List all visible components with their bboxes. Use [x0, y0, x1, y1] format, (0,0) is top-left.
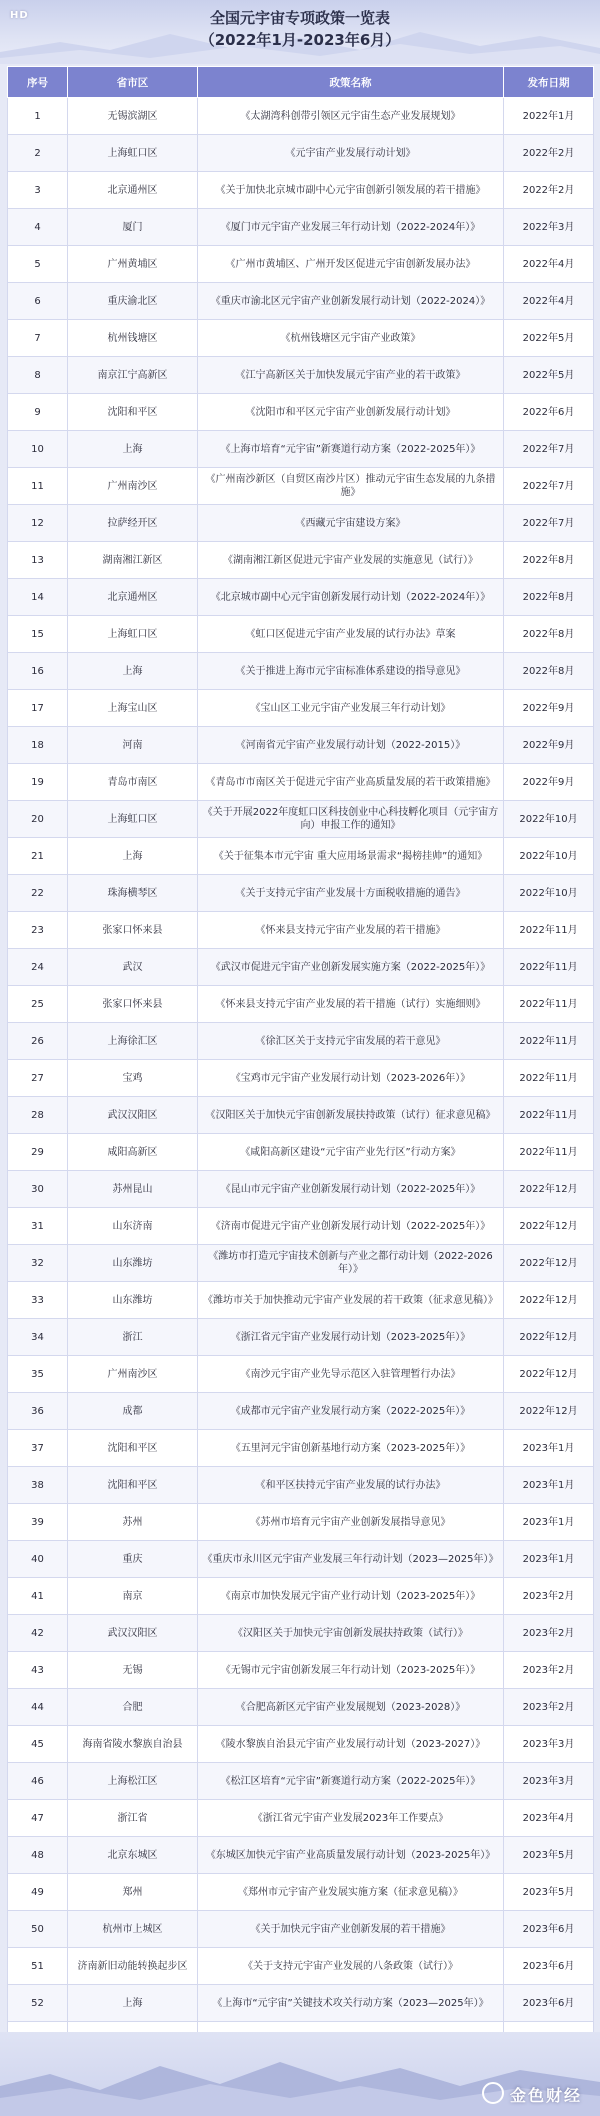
- cell-policy-name: 《广州市黄埔区、广州开发区促进元宇宙创新发展办法》: [198, 246, 504, 283]
- cell-date: 2022年8月: [504, 616, 594, 653]
- cell-region: 武汉汉阳区: [68, 1615, 198, 1652]
- cell-policy-name: 《济南市促进元宇宙产业创新发展行动计划（2022-2025年）》: [198, 1208, 504, 1245]
- cell-region: 青岛市南区: [68, 764, 198, 801]
- cell-number: 22: [8, 875, 68, 912]
- cell-number: 30: [8, 1171, 68, 1208]
- cell-policy-name: 《重庆市永川区元宇宙产业发展三年行动计划（2023—2025年）》: [198, 1541, 504, 1578]
- brand-logo: HD: [10, 10, 29, 21]
- cell-date: 2023年1月: [504, 1467, 594, 1504]
- cell-region: 沈阳和平区: [68, 1430, 198, 1467]
- cell-number: 41: [8, 1578, 68, 1615]
- table-row: [8, 949, 594, 986]
- cell-region: 上海: [68, 653, 198, 690]
- cell-region: 无锡: [68, 1652, 198, 1689]
- cell-region: 珠海横琴区: [68, 875, 198, 912]
- cell-region: 上海虹口区: [68, 135, 198, 172]
- cell-region: 上海: [68, 431, 198, 468]
- cell-region: 山东济南: [68, 1208, 198, 1245]
- cell-policy-name: 《上海市“元宇宙”关键技术攻关行动方案（2023—2025年）》: [198, 1985, 504, 2022]
- cell-region: 湖南湘江新区: [68, 542, 198, 579]
- brand-mark-icon: [482, 2082, 504, 2104]
- table-row: [8, 1245, 594, 1282]
- cell-number: 17: [8, 690, 68, 727]
- policy-table-body: [8, 98, 594, 2096]
- cell-policy-name: 《厦门市元宇宙产业发展三年行动计划（2022-2024年）》: [198, 209, 504, 246]
- cell-date: 2023年5月: [504, 1874, 594, 1911]
- cell-date: 2022年2月: [504, 172, 594, 209]
- table-row: [8, 579, 594, 616]
- cell-number: 12: [8, 505, 68, 542]
- cell-policy-name: 《潍坊市打造元宇宙技术创新与产业之都行动计划（2022-2026年）》: [198, 1245, 504, 1282]
- table-row: [8, 320, 594, 357]
- cell-number: 51: [8, 1948, 68, 1985]
- cell-number: 48: [8, 1837, 68, 1874]
- cell-date: 2022年3月: [504, 209, 594, 246]
- cell-date: 2022年4月: [504, 246, 594, 283]
- cell-date: 2022年5月: [504, 357, 594, 394]
- footer-banner: [0, 2032, 600, 2116]
- cell-number: 36: [8, 1393, 68, 1430]
- cell-number: 43: [8, 1652, 68, 1689]
- cell-number: 11: [8, 468, 68, 505]
- cell-number: 15: [8, 616, 68, 653]
- table-row: [8, 135, 594, 172]
- cell-policy-name: 《沈阳市和平区元宇宙产业创新发展行动计划》: [198, 394, 504, 431]
- table-row: [8, 468, 594, 505]
- cell-number: 46: [8, 1763, 68, 1800]
- cell-date: 2022年8月: [504, 653, 594, 690]
- cell-policy-name: 《关于征集本市元宇宙 重大应用场景需求“揭榜挂帅”的通知》: [198, 838, 504, 875]
- cell-number: 13: [8, 542, 68, 579]
- cell-policy-name: 《元宇宙产业发展行动计划》: [198, 135, 504, 172]
- cell-number: 39: [8, 1504, 68, 1541]
- table-header-row: [8, 67, 594, 98]
- cell-region: 山东潍坊: [68, 1282, 198, 1319]
- table-row: [8, 1837, 594, 1874]
- cell-policy-name: 《关于推进上海市元宇宙标准体系建设的指导意见》: [198, 653, 504, 690]
- table-row: [8, 875, 594, 912]
- cell-date: 2023年3月: [504, 1763, 594, 1800]
- table-row: [8, 1615, 594, 1652]
- footer-brand-logo: [482, 2082, 582, 2106]
- cell-number: 1: [8, 98, 68, 135]
- cell-policy-name: 《怀来县支持元宇宙产业发展的若干措施（试行）实施细则》: [198, 986, 504, 1023]
- table-row: [8, 209, 594, 246]
- table-row: [8, 1578, 594, 1615]
- table-row: [8, 1060, 594, 1097]
- table-row: [8, 1134, 594, 1171]
- cell-date: 2022年5月: [504, 320, 594, 357]
- cell-number: 50: [8, 1911, 68, 1948]
- cell-policy-name: 《关于加快北京城市副中心元宇宙创新引领发展的若干措施》: [198, 172, 504, 209]
- cell-region: 成都: [68, 1393, 198, 1430]
- cell-policy-name: 《浙江省元宇宙产业发展行动计划（2023-2025年）》: [198, 1319, 504, 1356]
- cell-date: 2022年12月: [504, 1356, 594, 1393]
- cell-policy-name: 《江宁高新区关于加快发展元宇宙产业的若干政策》: [198, 357, 504, 394]
- cell-region: 上海徐汇区: [68, 1023, 198, 1060]
- cell-region: 拉萨经开区: [68, 505, 198, 542]
- table-row: [8, 505, 594, 542]
- table-row: [8, 1282, 594, 1319]
- table-row: [8, 727, 594, 764]
- cell-region: 杭州市上城区: [68, 1911, 198, 1948]
- cell-date: 2023年2月: [504, 1615, 594, 1652]
- cell-date: 2022年11月: [504, 1023, 594, 1060]
- cell-region: 重庆渝北区: [68, 283, 198, 320]
- table-row: [8, 764, 594, 801]
- table-row: [8, 1393, 594, 1430]
- table-row: [8, 1541, 594, 1578]
- cell-date: 2023年1月: [504, 1430, 594, 1467]
- cell-region: 武汉汉阳区: [68, 1097, 198, 1134]
- cell-region: 海南省陵水黎族自治县: [68, 1726, 198, 1763]
- table-row: [8, 1763, 594, 1800]
- cell-policy-name: 《关于支持元宇宙产业发展十方面税收措施的通告》: [198, 875, 504, 912]
- cell-region: 广州南沙区: [68, 468, 198, 505]
- cell-number: 16: [8, 653, 68, 690]
- cell-policy-name: 《关于支持元宇宙产业发展的八条政策（试行）》: [198, 1948, 504, 1985]
- cell-policy-name: 《杭州钱塘区元宇宙产业政策》: [198, 320, 504, 357]
- cell-date: 2022年7月: [504, 505, 594, 542]
- cell-number: 31: [8, 1208, 68, 1245]
- cell-date: 2022年8月: [504, 579, 594, 616]
- table-row: [8, 1800, 594, 1837]
- cell-number: 40: [8, 1541, 68, 1578]
- cell-policy-name: 《合肥高新区元宇宙产业发展规划（2023-2028）》: [198, 1689, 504, 1726]
- cell-date: 2022年10月: [504, 801, 594, 838]
- cell-number: 10: [8, 431, 68, 468]
- cell-date: 2022年7月: [504, 468, 594, 505]
- cell-region: 上海宝山区: [68, 690, 198, 727]
- cell-number: 52: [8, 1985, 68, 2022]
- table-row: [8, 1874, 594, 1911]
- cell-date: 2022年11月: [504, 1134, 594, 1171]
- table-row: [8, 616, 594, 653]
- cell-date: 2022年11月: [504, 986, 594, 1023]
- cell-number: 3: [8, 172, 68, 209]
- cell-policy-name: 《和平区扶持元宇宙产业发展的试行办法》: [198, 1467, 504, 1504]
- cell-date: 2022年10月: [504, 875, 594, 912]
- cell-date: 2023年1月: [504, 1541, 594, 1578]
- cell-region: 河南: [68, 727, 198, 764]
- footer-brand-text: 金色财经: [509, 2086, 582, 2105]
- cell-date: 2023年2月: [504, 1578, 594, 1615]
- cell-policy-name: 《苏州市培育元宇宙产业创新发展指导意见》: [198, 1504, 504, 1541]
- cell-number: 42: [8, 1615, 68, 1652]
- cell-policy-name: 《虹口区促进元宇宙产业发展的试行办法》草案: [198, 616, 504, 653]
- cell-date: 2022年7月: [504, 431, 594, 468]
- cell-date: 2022年4月: [504, 283, 594, 320]
- cell-region: 张家口怀来县: [68, 986, 198, 1023]
- cell-region: 宝鸡: [68, 1060, 198, 1097]
- cell-region: 南京: [68, 1578, 198, 1615]
- cell-date: 2023年2月: [504, 1689, 594, 1726]
- cell-date: 2022年12月: [504, 1208, 594, 1245]
- cell-date: 2023年6月: [504, 1911, 594, 1948]
- cell-policy-name: 《青岛市市南区关于促进元宇宙产业高质量发展的若干政策措施》: [198, 764, 504, 801]
- cell-policy-name: 《东城区加快元宇宙产业高质量发展行动计划（2023-2025年）》: [198, 1837, 504, 1874]
- cell-date: 2022年11月: [504, 1060, 594, 1097]
- cell-number: 18: [8, 727, 68, 764]
- cell-number: 32: [8, 1245, 68, 1282]
- cell-policy-name: 《关于加快元宇宙产业创新发展的若干措施》: [198, 1911, 504, 1948]
- cell-date: 2022年6月: [504, 394, 594, 431]
- cell-number: 14: [8, 579, 68, 616]
- cell-number: 27: [8, 1060, 68, 1097]
- cell-region: 武汉: [68, 949, 198, 986]
- cell-date: 2022年12月: [504, 1171, 594, 1208]
- cell-date: 2022年12月: [504, 1393, 594, 1430]
- cell-number: 19: [8, 764, 68, 801]
- cell-policy-name: 《重庆市渝北区元宇宙产业创新发展行动计划（2022-2024）》: [198, 283, 504, 320]
- cell-region: 沈阳和平区: [68, 394, 198, 431]
- cell-policy-name: 《湖南湘江新区促进元宇宙产业发展的实施意见（试行）》: [198, 542, 504, 579]
- table-row: [8, 283, 594, 320]
- cell-region: 杭州钱塘区: [68, 320, 198, 357]
- cell-policy-name: 《郑州市元宇宙产业发展实施方案（征求意见稿）》: [198, 1874, 504, 1911]
- cell-region: 上海虹口区: [68, 616, 198, 653]
- cell-date: 2022年11月: [504, 949, 594, 986]
- cell-policy-name: 《广州南沙新区（自贸区南沙片区）推动元宇宙生态发展的九条措施》: [198, 468, 504, 505]
- cell-number: 25: [8, 986, 68, 1023]
- cell-date: 2022年2月: [504, 135, 594, 172]
- cell-number: 21: [8, 838, 68, 875]
- cell-policy-name: 《河南省元宇宙产业发展行动计划（2022-2015）》: [198, 727, 504, 764]
- table-row: [8, 431, 594, 468]
- cell-policy-name: 《松江区培育“元宇宙”新赛道行动方案（2022-2025年）》: [198, 1763, 504, 1800]
- cell-policy-name: 《昆山市元宇宙产业创新发展行动计划（2022-2025年）》: [198, 1171, 504, 1208]
- cell-policy-name: 《怀来县支持元宇宙产业发展的若干措施》: [198, 912, 504, 949]
- cell-date: 2022年1月: [504, 98, 594, 135]
- cell-region: 上海虹口区: [68, 801, 198, 838]
- cell-number: 47: [8, 1800, 68, 1837]
- cell-date: 2023年3月: [504, 1726, 594, 1763]
- column-header-date: 发布日期: [504, 67, 594, 98]
- cell-region: 厦门: [68, 209, 198, 246]
- cell-policy-name: 《浙江省元宇宙产业发展2023年工作要点》: [198, 1800, 504, 1837]
- table-row: [8, 1726, 594, 1763]
- cell-region: 北京通州区: [68, 579, 198, 616]
- cell-policy-name: 《上海市培育“元宇宙”新赛道行动方案（2022-2025年）》: [198, 431, 504, 468]
- cell-date: 2023年4月: [504, 1800, 594, 1837]
- table-row: [8, 1097, 594, 1134]
- cell-number: 28: [8, 1097, 68, 1134]
- cell-region: 广州黄埔区: [68, 246, 198, 283]
- cell-date: 2022年8月: [504, 542, 594, 579]
- cell-number: 34: [8, 1319, 68, 1356]
- cell-policy-name: 《五里河元宇宙创新基地行动方案（2023-2025年）》: [198, 1430, 504, 1467]
- cell-policy-name: 《陵水黎族自治县元宇宙产业发展行动计划（2023-2027）》: [198, 1726, 504, 1763]
- column-header-region: 省市区: [68, 67, 198, 98]
- cell-number: 37: [8, 1430, 68, 1467]
- cell-date: 2022年9月: [504, 727, 594, 764]
- cell-number: 38: [8, 1467, 68, 1504]
- cell-policy-name: 《关于开展2022年度虹口区科技创业中心科技孵化项目（元宇宙方向）申报工作的通知》: [198, 801, 504, 838]
- cell-policy-name: 《宝鸡市元宇宙产业发展行动计划（2023-2026年）》: [198, 1060, 504, 1097]
- cell-policy-name: 《南京市加快发展元宇宙产业行动计划（2023-2025年）》: [198, 1578, 504, 1615]
- cell-number: 45: [8, 1726, 68, 1763]
- cell-region: 北京通州区: [68, 172, 198, 209]
- cell-number: 8: [8, 357, 68, 394]
- cell-region: 无锡滨湖区: [68, 98, 198, 135]
- cell-number: 49: [8, 1874, 68, 1911]
- cell-region: 浙江: [68, 1319, 198, 1356]
- cell-number: 20: [8, 801, 68, 838]
- column-header-policy-name: 政策名称: [198, 67, 504, 98]
- cell-number: 6: [8, 283, 68, 320]
- table-row: [8, 912, 594, 949]
- table-row: [8, 690, 594, 727]
- table-row: [8, 98, 594, 135]
- table-row: [8, 246, 594, 283]
- cell-region: 南京江宁高新区: [68, 357, 198, 394]
- cell-number: 24: [8, 949, 68, 986]
- cell-policy-name: 《成都市元宇宙产业发展行动方案（2022-2025年）》: [198, 1393, 504, 1430]
- table-row: [8, 986, 594, 1023]
- cell-date: 2022年11月: [504, 912, 594, 949]
- cell-number: 33: [8, 1282, 68, 1319]
- cell-date: 2022年9月: [504, 764, 594, 801]
- table-row: [8, 394, 594, 431]
- cell-date: 2022年10月: [504, 838, 594, 875]
- cell-region: 重庆: [68, 1541, 198, 1578]
- table-row: [8, 1948, 594, 1985]
- policy-table: [7, 66, 594, 2096]
- cell-number: 26: [8, 1023, 68, 1060]
- table-row: [8, 1911, 594, 1948]
- cell-region: 北京东城区: [68, 1837, 198, 1874]
- table-row: [8, 357, 594, 394]
- cell-number: 7: [8, 320, 68, 357]
- cell-region: 合肥: [68, 1689, 198, 1726]
- header-banner: [0, 0, 600, 64]
- cell-date: 2022年9月: [504, 690, 594, 727]
- table-row: [8, 801, 594, 838]
- cell-number: 9: [8, 394, 68, 431]
- table-row: [8, 542, 594, 579]
- column-header-number: 序号: [8, 67, 68, 98]
- cell-date: 2022年12月: [504, 1282, 594, 1319]
- cell-region: 浙江省: [68, 1800, 198, 1837]
- cell-region: 上海松江区: [68, 1763, 198, 1800]
- cell-policy-name: 《武汉市促进元宇宙产业创新发展实施方案（2022-2025年）》: [198, 949, 504, 986]
- cell-region: 山东潍坊: [68, 1245, 198, 1282]
- cell-region: 沈阳和平区: [68, 1467, 198, 1504]
- cell-number: 29: [8, 1134, 68, 1171]
- cell-region: 广州南沙区: [68, 1356, 198, 1393]
- table-row: [8, 1689, 594, 1726]
- cell-region: 张家口怀来县: [68, 912, 198, 949]
- table-row: [8, 1652, 594, 1689]
- cell-policy-name: 《潍坊市关于加快推动元宇宙产业发展的若干政策（征求意见稿）》: [198, 1282, 504, 1319]
- cell-number: 35: [8, 1356, 68, 1393]
- cell-date: 2022年12月: [504, 1245, 594, 1282]
- table-row: [8, 1430, 594, 1467]
- cell-number: 4: [8, 209, 68, 246]
- cell-policy-name: 《南沙元宇宙产业先导示范区入驻管理暂行办法》: [198, 1356, 504, 1393]
- table-row: [8, 1171, 594, 1208]
- table-row: [8, 1208, 594, 1245]
- cell-region: 咸阳高新区: [68, 1134, 198, 1171]
- cell-policy-name: 《咸阳高新区建设“元宇宙产业先行区”行动方案》: [198, 1134, 504, 1171]
- cell-policy-name: 《徐汇区关于支持元宇宙发展的若干意见》: [198, 1023, 504, 1060]
- cell-policy-name: 《太湖湾科创带引领区元宇宙生态产业发展规划》: [198, 98, 504, 135]
- cell-policy-name: 《汉阳区关于加快元宇宙创新发展扶持政策（试行）》: [198, 1615, 504, 1652]
- table-row: [8, 1023, 594, 1060]
- cell-region: 上海: [68, 1985, 198, 2022]
- cell-number: 2: [8, 135, 68, 172]
- cell-policy-name: 《宝山区工业元宇宙产业发展三年行动计划》: [198, 690, 504, 727]
- cell-date: 2022年12月: [504, 1319, 594, 1356]
- table-row: [8, 653, 594, 690]
- cell-number: 23: [8, 912, 68, 949]
- cell-policy-name: 《汉阳区关于加快元宇宙创新发展扶持政策（试行）征求意见稿》: [198, 1097, 504, 1134]
- table-row: [8, 1985, 594, 2022]
- table-row: [8, 1319, 594, 1356]
- cell-policy-name: 《北京城市副中心元宇宙创新发展行动计划（2022-2024年）》: [198, 579, 504, 616]
- cell-date: 2023年1月: [504, 1504, 594, 1541]
- page-title: 全国元宇宙专项政策一览表: [209, 9, 390, 27]
- cell-policy-name: 《无锡市元宇宙创新发展三年行动计划（2023-2025年）》: [198, 1652, 504, 1689]
- cell-region: 苏州: [68, 1504, 198, 1541]
- cell-policy-name: 《西藏元宇宙建设方案》: [198, 505, 504, 542]
- table-row: [8, 838, 594, 875]
- cell-date: 2023年2月: [504, 1652, 594, 1689]
- cell-number: 5: [8, 246, 68, 283]
- cell-date: 2023年5月: [504, 1837, 594, 1874]
- cell-number: 44: [8, 1689, 68, 1726]
- table-row: [8, 1504, 594, 1541]
- cell-region: 济南新旧动能转换起步区: [68, 1948, 198, 1985]
- table-row: [8, 1356, 594, 1393]
- cell-region: 苏州昆山: [68, 1171, 198, 1208]
- table-row: [8, 172, 594, 209]
- cell-region: 上海: [68, 838, 198, 875]
- cell-date: 2023年6月: [504, 1948, 594, 1985]
- cell-region: 郑州: [68, 1874, 198, 1911]
- cell-date: 2023年6月: [504, 1985, 594, 2022]
- cell-date: 2022年11月: [504, 1097, 594, 1134]
- table-row: [8, 1467, 594, 1504]
- page-subtitle: （2022年1月-2023年6月）: [199, 31, 401, 49]
